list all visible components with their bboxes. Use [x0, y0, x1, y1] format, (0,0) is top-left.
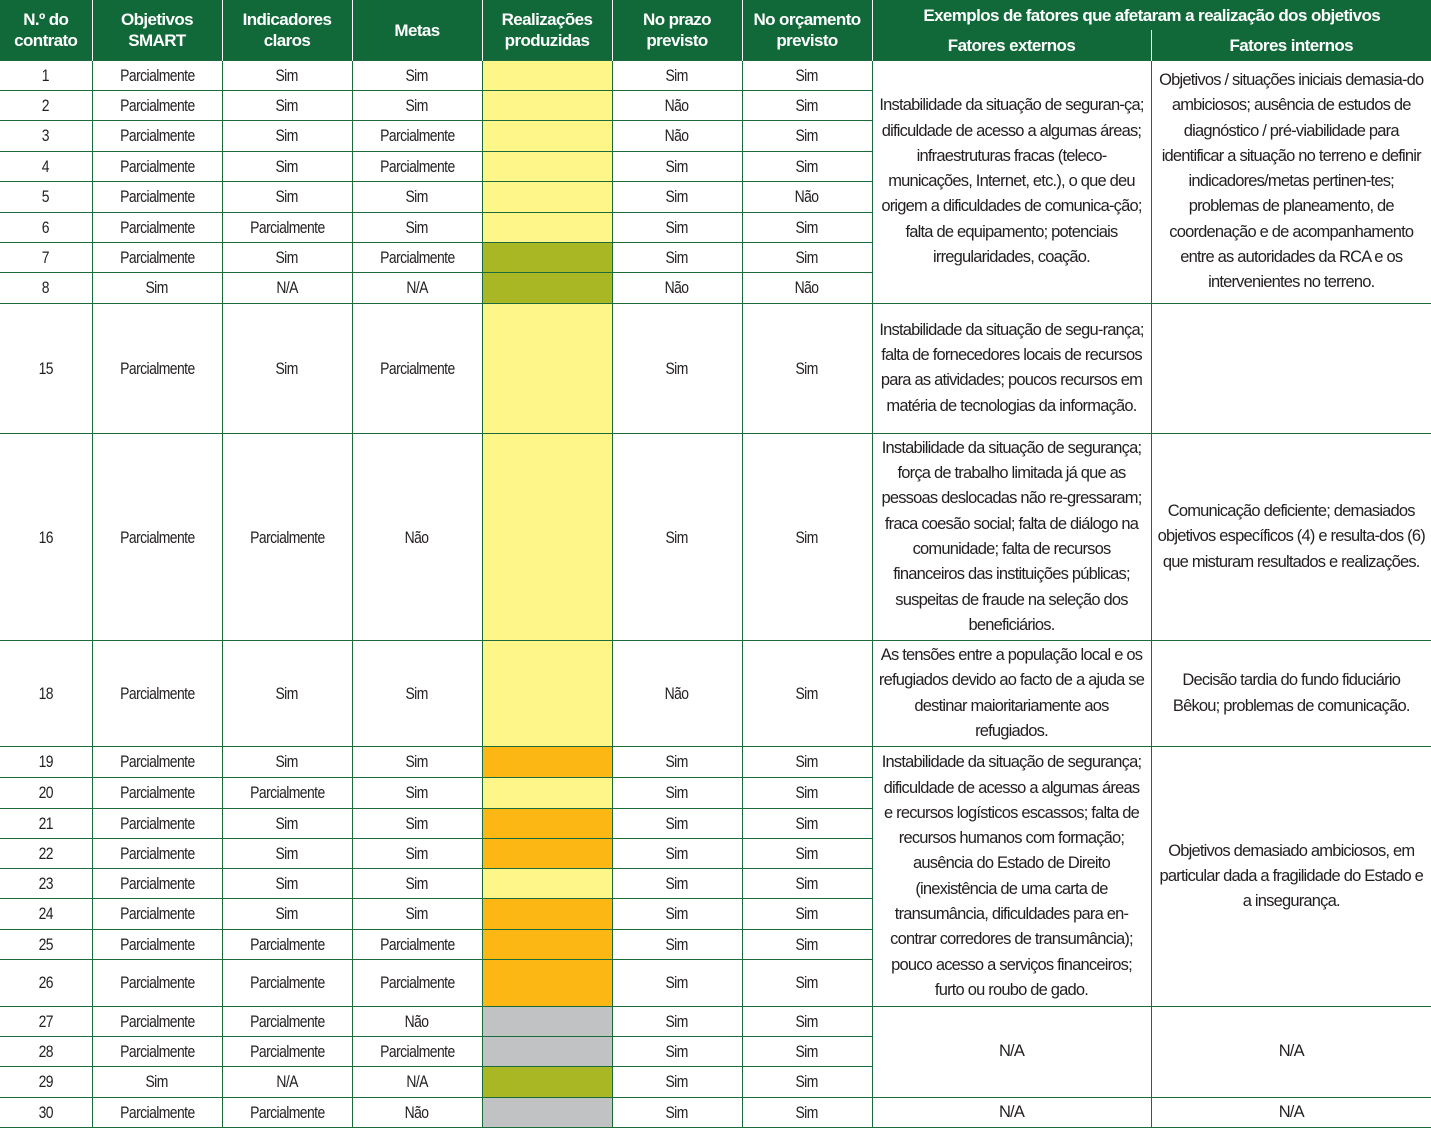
external-factors-cell: As tensões entre a população local e os refugiados devido ao facto de a ajuda se destinar maioritariamente aos refugiados.: [872, 640, 1151, 747]
targets-cell: Parcialmente: [352, 929, 482, 959]
contract-number-cell: 15: [0, 303, 92, 434]
on-budget-cell: Sim: [742, 1097, 872, 1127]
contract-number-cell: 25: [0, 929, 92, 959]
clear-indicators-cell: Parcialmente: [222, 212, 352, 242]
on-time-cell: Sim: [612, 929, 742, 959]
smart-objectives-cell: Parcialmente: [92, 434, 222, 640]
clear-indicators-cell: Parcialmente: [222, 1037, 352, 1067]
clear-indicators-cell: Sim: [222, 747, 352, 777]
clear-indicators-cell: Parcialmente: [222, 1097, 352, 1127]
header-on-time: No prazo previsto: [612, 0, 742, 61]
clear-indicators-cell: N/A: [222, 273, 352, 303]
clear-indicators-cell: Sim: [222, 121, 352, 151]
header-external-factors: Fatores externos: [872, 30, 1151, 61]
targets-cell: Sim: [352, 869, 482, 899]
smart-objectives-cell: Parcialmente: [92, 777, 222, 808]
contract-number-cell: 22: [0, 838, 92, 868]
contract-number-cell: 24: [0, 899, 92, 929]
contract-number-cell: 23: [0, 869, 92, 899]
on-budget-cell: Sim: [742, 838, 872, 868]
smart-objectives-cell: Parcialmente: [92, 838, 222, 868]
on-time-cell: Sim: [612, 959, 742, 1006]
smart-objectives-cell: Parcialmente: [92, 181, 222, 212]
outputs-status-cell: [482, 121, 612, 151]
targets-cell: Sim: [352, 61, 482, 91]
smart-objectives-cell: Sim: [92, 1067, 222, 1097]
on-time-cell: Não: [612, 640, 742, 747]
clear-indicators-cell: Parcialmente: [222, 929, 352, 959]
outputs-status-cell: [482, 869, 612, 899]
contract-number-cell: 5: [0, 181, 92, 212]
internal-factors-cell: [1151, 303, 1431, 434]
table-row: [0, 303, 1431, 434]
table-body: [0, 61, 1431, 1128]
clear-indicators-cell: N/A: [222, 1067, 352, 1097]
targets-cell: Não: [352, 1007, 482, 1037]
targets-cell: Sim: [352, 747, 482, 777]
header-internal-factors: Fatores internos: [1151, 30, 1431, 61]
table-row: [0, 1097, 1431, 1127]
contract-number-cell: 4: [0, 151, 92, 181]
targets-cell: Sim: [352, 838, 482, 868]
external-factors-cell: Instabilidade da situação de segu-rança; falta de fornecedores locais de recursos para as atividades; poucos recursos em matéria de tecnologias da informação.: [872, 303, 1151, 434]
on-budget-cell: Sim: [742, 959, 872, 1006]
on-budget-cell: Sim: [742, 1037, 872, 1067]
targets-cell: Não: [352, 434, 482, 640]
on-time-cell: Sim: [612, 1037, 742, 1067]
on-time-cell: Sim: [612, 838, 742, 868]
on-budget-cell: Sim: [742, 929, 872, 959]
external-factors-cell: Instabilidade da situação de segurança; dificuldade de acesso a algumas áreas e recursos logísticos escassos; falta de recursos humanos com formação; ausência do Estado de Direito (inexistência de uma carta de transumância, dificuldades para en-contrar corredores de transumância); pouco acesso a serviços financeiros; furto ou roubo de gado.: [872, 747, 1151, 1007]
on-time-cell: Sim: [612, 1007, 742, 1037]
contract-number-cell: 21: [0, 808, 92, 838]
targets-cell: Parcialmente: [352, 1037, 482, 1067]
clear-indicators-cell: Sim: [222, 151, 352, 181]
clear-indicators-cell: Sim: [222, 838, 352, 868]
outputs-status-cell: [482, 212, 612, 242]
smart-objectives-cell: Parcialmente: [92, 929, 222, 959]
outputs-status-cell: [482, 1007, 612, 1037]
external-factors-cell: N/A: [872, 1007, 1151, 1098]
contract-number-cell: 18: [0, 640, 92, 747]
table-header: [0, 0, 1431, 61]
header-targets: Metas: [352, 0, 482, 61]
smart-objectives-cell: Parcialmente: [92, 1097, 222, 1127]
on-budget-cell: Não: [742, 181, 872, 212]
internal-factors-cell: N/A: [1151, 1007, 1431, 1098]
outputs-status-cell: [482, 1037, 612, 1067]
outputs-status-cell: [482, 61, 612, 91]
header-outputs: Realizações produzidas: [482, 0, 612, 61]
table-row: [0, 640, 1431, 747]
smart-objectives-cell: Parcialmente: [92, 91, 222, 121]
contract-number-cell: 6: [0, 212, 92, 242]
on-budget-cell: Sim: [742, 434, 872, 640]
clear-indicators-cell: Sim: [222, 640, 352, 747]
outputs-status-cell: [482, 929, 612, 959]
smart-objectives-cell: Parcialmente: [92, 1007, 222, 1037]
targets-cell: Sim: [352, 777, 482, 808]
targets-cell: Sim: [352, 899, 482, 929]
outputs-status-cell: [482, 181, 612, 212]
header-clear-indicators: Indicadores claros: [222, 0, 352, 61]
clear-indicators-cell: Parcialmente: [222, 777, 352, 808]
external-factors-cell: Instabilidade da situação de segurança; força de trabalho limitada já que as pessoas deslocadas não re-gressaram; fraca coesão social; falta de diálogo na comunidade; falta de recursos financeiros das instituições públicas; suspeitas de fraude na seleção dos beneficiários.: [872, 434, 1151, 640]
on-budget-cell: Sim: [742, 91, 872, 121]
external-factors-cell: Instabilidade da situação de seguran-ça; dificuldade de acesso a algumas áreas; infraestruturas fracas (teleco-municações, Internet, etc.), o que deu origem a dificuldades de comunica-ção; falta de equipamento; potenciais irregularidades, coação.: [872, 61, 1151, 304]
contract-number-cell: 8: [0, 273, 92, 303]
outputs-status-cell: [482, 747, 612, 777]
on-budget-cell: Sim: [742, 121, 872, 151]
smart-objectives-cell: Parcialmente: [92, 640, 222, 747]
clear-indicators-cell: Parcialmente: [222, 434, 352, 640]
contract-number-cell: 27: [0, 1007, 92, 1037]
internal-factors-cell: Comunicação deficiente; demasiados objetivos específicos (4) e resulta-dos (6) que misturam resultados e realizações.: [1151, 434, 1431, 640]
on-time-cell: Sim: [612, 899, 742, 929]
contract-number-cell: 20: [0, 777, 92, 808]
clear-indicators-cell: Sim: [222, 869, 352, 899]
on-budget-cell: Sim: [742, 808, 872, 838]
on-budget-cell: Não: [742, 273, 872, 303]
smart-objectives-cell: Parcialmente: [92, 121, 222, 151]
clear-indicators-cell: Sim: [222, 91, 352, 121]
smart-objectives-cell: Parcialmente: [92, 151, 222, 181]
on-time-cell: Sim: [612, 61, 742, 91]
outputs-status-cell: [482, 959, 612, 1006]
contract-number-cell: 3: [0, 121, 92, 151]
contract-number-cell: 29: [0, 1067, 92, 1097]
table-row: [0, 61, 1431, 91]
outputs-status-cell: [482, 273, 612, 303]
outputs-status-cell: [482, 838, 612, 868]
table-row: [0, 747, 1431, 777]
smart-objectives-cell: Parcialmente: [92, 303, 222, 434]
on-budget-cell: Sim: [742, 1007, 872, 1037]
outputs-status-cell: [482, 808, 612, 838]
on-time-cell: Sim: [612, 747, 742, 777]
clear-indicators-cell: Sim: [222, 899, 352, 929]
contract-number-cell: 2: [0, 91, 92, 121]
on-time-cell: Sim: [612, 1067, 742, 1097]
targets-cell: Parcialmente: [352, 959, 482, 1006]
on-time-cell: Sim: [612, 151, 742, 181]
smart-objectives-cell: Parcialmente: [92, 808, 222, 838]
table-row: [0, 1007, 1431, 1037]
internal-factors-cell: N/A: [1151, 1097, 1431, 1127]
on-budget-cell: Sim: [742, 899, 872, 929]
outputs-status-cell: [482, 303, 612, 434]
smart-objectives-cell: Parcialmente: [92, 747, 222, 777]
clear-indicators-cell: Sim: [222, 181, 352, 212]
on-budget-cell: Sim: [742, 151, 872, 181]
internal-factors-cell: Decisão tardia do fundo fiduciário Bêkou; problemas de comunicação.: [1151, 640, 1431, 747]
on-time-cell: Não: [612, 273, 742, 303]
on-time-cell: Sim: [612, 212, 742, 242]
targets-cell: Parcialmente: [352, 303, 482, 434]
on-budget-cell: Sim: [742, 61, 872, 91]
contract-number-cell: 1: [0, 61, 92, 91]
on-budget-cell: Sim: [742, 243, 872, 273]
targets-cell: Não: [352, 1097, 482, 1127]
outputs-status-cell: [482, 1097, 612, 1127]
smart-objectives-cell: Parcialmente: [92, 243, 222, 273]
contract-number-cell: 16: [0, 434, 92, 640]
on-time-cell: Sim: [612, 777, 742, 808]
contract-number-cell: 19: [0, 747, 92, 777]
outputs-status-cell: [482, 640, 612, 747]
outputs-status-cell: [482, 899, 612, 929]
clear-indicators-cell: Parcialmente: [222, 1007, 352, 1037]
on-time-cell: Sim: [612, 808, 742, 838]
internal-factors-cell: Objetivos / situações iniciais demasia-do ambiciosos; ausência de estudos de diagnóstico / pré-viabilidade para identificar a situação no terreno e definir indicadores/metas pertinen-tes; problemas de planeamento, de coordenação e de acompanhamento entre as autoridades da RCA e os intervenientes no terreno.: [1151, 61, 1431, 304]
outputs-status-cell: [482, 243, 612, 273]
clear-indicators-cell: Sim: [222, 303, 352, 434]
smart-objectives-cell: Parcialmente: [92, 1037, 222, 1067]
smart-objectives-cell: Parcialmente: [92, 212, 222, 242]
smart-objectives-cell: Parcialmente: [92, 959, 222, 1006]
on-time-cell: Sim: [612, 434, 742, 640]
outputs-status-cell: [482, 434, 612, 640]
header-smart-objectives: Objetivos SMART: [92, 0, 222, 61]
header-factors-group: Exemplos de fatores que afetaram a realização dos objetivos: [872, 0, 1431, 30]
on-time-cell: Sim: [612, 869, 742, 899]
contract-number-cell: 28: [0, 1037, 92, 1067]
clear-indicators-cell: Parcialmente: [222, 959, 352, 1006]
on-budget-cell: Sim: [742, 747, 872, 777]
external-factors-cell: N/A: [872, 1097, 1151, 1127]
on-time-cell: Sim: [612, 1097, 742, 1127]
on-budget-cell: Sim: [742, 303, 872, 434]
targets-cell: Parcialmente: [352, 121, 482, 151]
targets-cell: N/A: [352, 1067, 482, 1097]
on-time-cell: Sim: [612, 303, 742, 434]
on-budget-cell: Sim: [742, 777, 872, 808]
table-row: [0, 434, 1431, 640]
header-on-budget: No orçamento previsto: [742, 0, 872, 61]
contract-number-cell: 7: [0, 243, 92, 273]
targets-cell: Sim: [352, 808, 482, 838]
outputs-status-cell: [482, 1067, 612, 1097]
outputs-status-cell: [482, 151, 612, 181]
on-time-cell: Sim: [612, 243, 742, 273]
targets-cell: N/A: [352, 273, 482, 303]
targets-cell: Sim: [352, 640, 482, 747]
targets-cell: Parcialmente: [352, 243, 482, 273]
contract-number-cell: 26: [0, 959, 92, 1006]
internal-factors-cell: Objetivos demasiado ambiciosos, em particular dada a fragilidade do Estado e a insegurança.: [1151, 747, 1431, 1007]
on-budget-cell: Sim: [742, 869, 872, 899]
smart-objectives-cell: Sim: [92, 273, 222, 303]
clear-indicators-cell: Sim: [222, 808, 352, 838]
on-budget-cell: Sim: [742, 1067, 872, 1097]
contract-number-cell: 30: [0, 1097, 92, 1127]
on-time-cell: Não: [612, 121, 742, 151]
on-time-cell: Sim: [612, 181, 742, 212]
smart-objectives-cell: Parcialmente: [92, 61, 222, 91]
targets-cell: Sim: [352, 181, 482, 212]
outputs-status-cell: [482, 91, 612, 121]
on-budget-cell: Sim: [742, 212, 872, 242]
on-time-cell: Não: [612, 91, 742, 121]
clear-indicators-cell: Sim: [222, 61, 352, 91]
clear-indicators-cell: Sim: [222, 243, 352, 273]
targets-cell: Parcialmente: [352, 151, 482, 181]
smart-objectives-cell: Parcialmente: [92, 869, 222, 899]
on-budget-cell: Sim: [742, 640, 872, 747]
targets-cell: Sim: [352, 91, 482, 121]
header-contract-no: N.º do contrato: [0, 0, 92, 61]
outputs-status-cell: [482, 777, 612, 808]
smart-objectives-cell: Parcialmente: [92, 899, 222, 929]
targets-cell: Sim: [352, 212, 482, 242]
